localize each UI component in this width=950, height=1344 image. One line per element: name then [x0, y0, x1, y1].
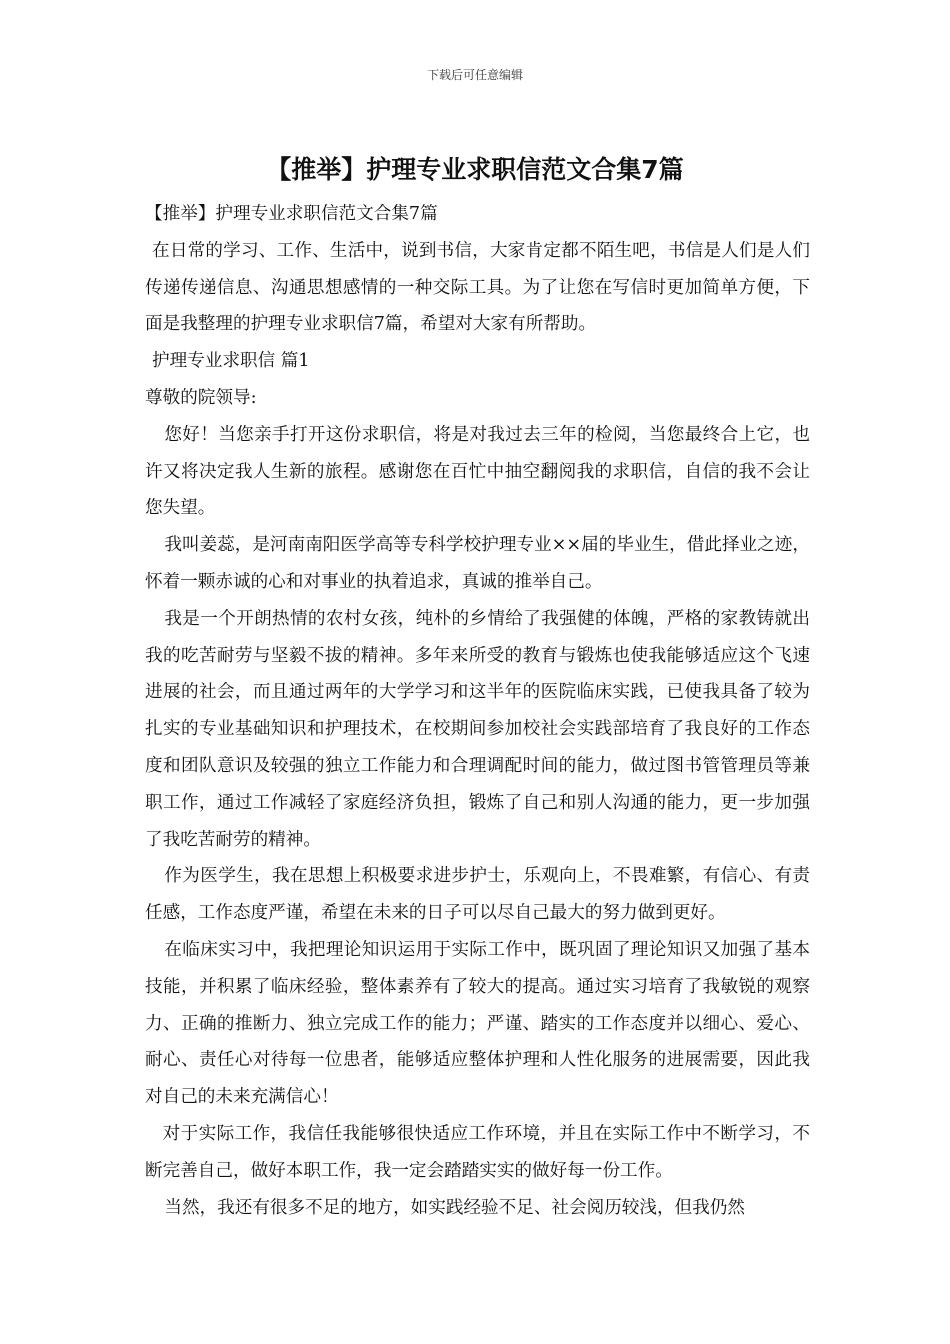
intro-paragraph: 在日常的学习、工作、生活中，说到书信，大家肯定都不陌生吧，书信是人们是人们传递传递信息、沟通思想感情的一种交际工具。为了让您在写信时更加简单方便，下面是我整理的护理专业求职信7篇，希望对大家有所帮助。: [145, 240, 810, 335]
body-paragraph: 在临床实习中，我把理论知识运用于实际工作中，既巩固了理论知识又加强了基本技能，并积累了临床经验，整体素养有了较大的提高。通过实习培育了我敏锐的观察力、正确的推断力、独立完成工作的能力；严谨、踏实的工作态度并以细心、爱心、耐心、责任心对待每一位患者，能够适应整体护理和人性化服务的进展需要，因此我对自己的未来充满信心！: [145, 939, 810, 1108]
body-paragraph: 当然，我还有很多不足的地方，如实践经验不足、社会阅历较浅，但我仍然: [164, 1197, 745, 1218]
body-paragraph: 我是一个开朗热情的农村女孩，纯朴的乡情给了我强健的体魄，严格的家教铸就出我的吃苦耐劳与坚毅不拔的精神。多年来所受的教育与锻炼也使我能够适应这个飞速进展的社会，而且通过两年的大学学习和这半年的医院临床实践，已使我具备了较为扎实的专业基础知识和护理技术，在校期间参加校社会实践部培育了我良好的工作态度和团队意识及较强的独立工作能力和合理调配时间的能力，做过图书管管理员等兼职工作，通过工作减轻了家庭经济负担，锻炼了自己和别人沟通的能力，更一步加强了我吃苦耐劳的精神。: [145, 608, 810, 850]
section-heading: 护理专业求职信 篇1: [152, 351, 310, 372]
document-body: [145, 196, 810, 1226]
header-note: 下载后可任意编辑: [426, 68, 523, 82]
subtitle-paragraph: 【推举】护理专业求职信范文合集7篇: [145, 204, 438, 224]
body-paragraph: 您好！当您亲手打开这份求职信，将是对我过去三年的检阅，当您最终合上它，也许又将决定我人生新的旅程。感谢您在百忙中抽空翻阅我的求职信，自信的我不会让您失望。: [145, 424, 810, 519]
salutation: 尊敬的院领导:: [145, 387, 257, 408]
body-paragraph: 我叫姜蕊，是河南南阳医学高等专科学校护理专业××届的毕业生，借此择业之迹，怀着一颗赤诚的心和对事业的执着追求，真诚的推举自己。: [145, 535, 810, 592]
document-title: 【推举】护理专业求职信范文合集7篇: [266, 155, 684, 184]
body-paragraph: 作为医学生，我在思想上积极要求进步护士，乐观向上，不畏难繁，有信心、有责任感，工作态度严谨，希望在未来的日子可以尽自己最大的努力做到更好。: [145, 866, 810, 924]
body-paragraph: 对于实际工作，我信任我能够很快适应工作环境，并且在实际工作中不断学习，不断完善自己，做好本职工作，我一定会踏踏实实的做好每一份工作。: [145, 1123, 810, 1181]
